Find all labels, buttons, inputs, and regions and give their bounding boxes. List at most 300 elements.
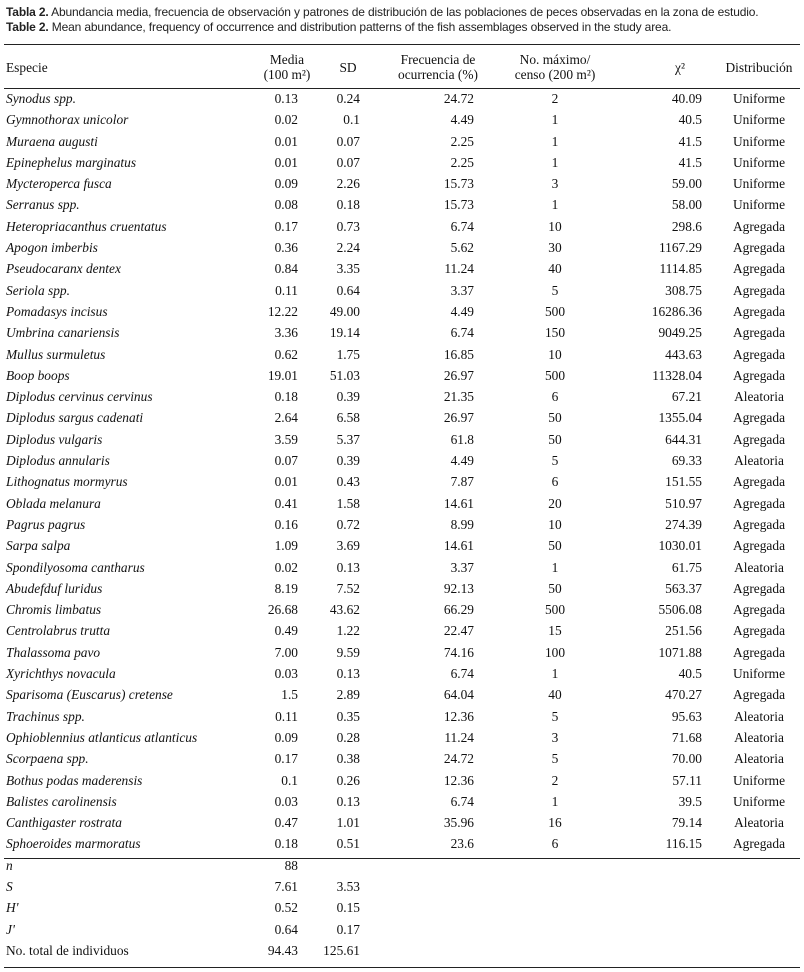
distribution-cell: Agregada [732,602,786,618]
table-row [0,301,804,322]
table-row [0,684,804,705]
frequency-cell: 14.61 [443,495,474,511]
distribution-cell: Uniforme [732,91,786,106]
max-census-cell: 1 [551,133,559,149]
table-row [0,194,804,215]
summary-mean: 0.64 [274,921,298,937]
sd-cell: 0.73 [336,218,360,234]
mean-cell: 19.01 [267,367,298,383]
distribution-cell: Uniforme [732,772,786,788]
species-cell: Synodus spp. [6,91,76,106]
empty-cell [494,897,616,918]
distribution-cell: Agregada [732,431,786,447]
distribution-cell: Uniforme [732,112,786,128]
frequency-cell: 15.73 [443,176,474,192]
sd-cell: 5.37 [336,431,360,447]
table-row [0,770,804,791]
distribution-cell: Agregada [732,325,786,341]
distribution-cell: Agregada [732,644,786,660]
table-row [0,748,804,769]
species-cell: Serranus spp. [6,197,80,213]
empty-cell [368,876,494,897]
table-row [0,280,804,301]
distribution-cell: Uniforme [732,666,786,682]
mean-cell: 3.36 [274,325,298,341]
summary-row [0,940,804,961]
summary-label: J' [6,921,15,937]
distribution-cell: Agregada [732,516,786,532]
summary-row [0,897,804,918]
distribution-cell: Aleatoria [734,751,784,767]
table-row [0,450,804,471]
species-cell: Diplodus cervinus cervinus [6,389,153,405]
max-census-cell: 5 [551,453,559,469]
empty-cell [616,876,714,897]
frequency-cell: 3.37 [450,559,474,575]
max-census-cell: 500 [544,367,566,383]
summary-mean: 0.52 [274,900,298,916]
species-cell: Pomadasys incisus [6,303,108,319]
sd-cell: 2.26 [336,176,360,192]
species-cell: Abudefduf luridus [6,580,103,596]
frequency-cell: 6.74 [450,793,474,809]
distribution-cell: Aleatoria [734,815,784,831]
sd-cell: 0.24 [336,91,360,106]
sd-cell: 19.14 [329,325,360,341]
summary-rows [0,855,804,961]
max-census-cell: 6 [551,389,559,405]
species-cell: Bothus podas maderensis [6,772,143,788]
chi-square-cell: 61.75 [671,559,702,575]
table-row [0,642,804,663]
species-cell: Boop boops [6,367,70,383]
max-census-cell: 5 [551,282,559,298]
max-census-cell: 30 [548,240,562,256]
distribution-cell: Agregada [732,623,786,639]
chi-square-cell: 1114.85 [659,261,702,277]
frequency-cell: 4.49 [450,453,474,469]
chi-square-cell: 58.00 [671,197,702,213]
table-row [0,471,804,492]
mean-cell: 0.03 [274,793,298,809]
frequency-cell: 66.29 [443,602,474,618]
header-species: Especie [6,59,48,75]
table-row [0,812,804,833]
summary-row [0,876,804,897]
table-row [0,493,804,514]
species-cell: Mycteroperca fusca [6,176,112,192]
chi-square-cell: 40.5 [678,112,702,128]
species-cell: Thalassoma pavo [6,644,101,660]
distribution-cell: Agregada [732,261,786,277]
caption-english [6,20,798,35]
max-census-cell: 3 [551,729,559,745]
empty-cell [494,940,616,961]
chi-square-cell: 95.63 [671,708,702,724]
caption-spanish-text: Abundancia media, frecuencia de observación y patrones de distribución de las poblaciones de peces observadas en la zona de estudio. [48,5,759,19]
max-census-cell: 100 [544,644,566,660]
mean-cell: 0.47 [274,815,298,831]
table-row [0,322,804,343]
distribution-cell: Uniforme [732,133,786,149]
chi-square-cell: 1355.04 [658,410,702,426]
sd-cell: 43.62 [329,602,360,618]
mean-cell: 0.03 [274,666,298,682]
species-cell: Trachinus spp. [6,708,85,724]
mean-cell: 0.18 [274,389,298,405]
table-row [0,620,804,641]
species-cell: Gymnothorax unicolor [6,112,129,128]
bottom-rule [4,967,800,968]
summary-row [0,855,804,876]
table-row [0,173,804,194]
mean-cell: 0.01 [274,474,298,490]
species-cell: Sparisoma (Euscarus) cretense [6,687,173,703]
species-cell: Diplodus vulgaris [6,431,103,447]
max-census-cell: 1 [551,559,559,575]
species-cell: Pseudocaranx dentex [6,261,121,277]
frequency-cell: 6.74 [450,666,474,682]
chi-square-cell: 5506.08 [658,602,702,618]
max-census-cell: 40 [548,261,562,277]
max-census-cell: 5 [551,751,559,767]
mean-cell: 0.11 [275,282,298,298]
frequency-cell: 8.99 [450,516,474,532]
header-sd: SD [339,59,357,75]
species-cell: Apogon imberbis [6,240,98,256]
sd-cell: 7.52 [336,580,360,596]
species-cell: Ophioblennius atlanticus atlanticus [6,729,198,745]
distribution-cell: Agregada [732,346,786,362]
distribution-cell: Uniforme [732,793,786,809]
mean-cell: 0.18 [274,836,298,852]
empty-cell [368,855,494,876]
species-cell: Balistes carolinensis [6,793,117,809]
max-census-cell: 1 [551,112,559,128]
table-row [0,535,804,556]
sd-cell: 51.03 [329,367,360,383]
species-cell: Sarpa salpa [6,538,71,554]
species-cell: Chromis limbatus [6,602,102,618]
max-census-cell: 6 [551,474,559,490]
chi-square-cell: 67.21 [671,389,702,405]
frequency-cell: 61.8 [450,431,474,447]
table-row [0,407,804,428]
frequency-cell: 6.74 [450,218,474,234]
chi-square-cell: 308.75 [665,282,702,298]
max-census-cell: 6 [551,836,559,852]
species-cell: Oblada melanura [6,495,101,511]
table-row [0,152,804,173]
mean-cell: 0.09 [274,729,298,745]
mean-cell: 0.02 [274,112,298,128]
summary-row [0,919,804,940]
mean-cell: 2.64 [274,410,298,426]
header-frequency [368,46,494,88]
summary-sd: 0.17 [336,921,360,937]
table-row [0,791,804,812]
sd-cell: 1.01 [336,815,360,831]
sd-cell: 0.28 [336,729,360,745]
table-row [0,131,804,152]
max-census-cell: 1 [551,154,559,170]
sd-cell: 49.00 [329,303,360,319]
empty-cell [368,897,494,918]
chi-square-cell: 274.39 [665,516,702,532]
summary-mean: 88 [284,857,298,873]
summary-label: n [6,857,13,873]
distribution-cell: Aleatoria [734,729,784,745]
distribution-cell: Uniforme [732,154,786,170]
distribution-cell: Agregada [732,282,786,298]
max-census-cell: 50 [548,410,562,426]
frequency-cell: 35.96 [443,815,474,831]
distribution-cell: Agregada [732,538,786,554]
summary-sd [312,855,368,876]
mean-cell: 26.68 [267,602,298,618]
table-row [0,578,804,599]
species-cell: Pagrus pagrus [6,516,86,532]
max-census-cell: 150 [544,325,566,341]
frequency-cell: 21.35 [443,389,474,405]
mean-cell: 0.11 [275,708,298,724]
sd-cell: 6.58 [336,410,360,426]
chi-square-cell: 79.14 [671,815,702,831]
frequency-cell: 12.36 [443,772,474,788]
empty-cell [714,940,804,961]
distribution-cell: Uniforme [732,176,786,192]
frequency-cell: 26.97 [443,410,474,426]
empty-cell [616,855,714,876]
chi-square-cell: 644.31 [665,431,702,447]
distribution-cell: Agregada [732,303,786,319]
distribution-cell: Agregada [732,580,786,596]
frequency-cell: 11.24 [444,729,474,745]
max-census-cell: 10 [548,218,562,234]
table-row [0,88,804,109]
species-cell: Muraena augusti [6,133,98,149]
max-census-cell: 40 [548,687,562,703]
chi-square-cell: 116.15 [665,836,702,852]
species-rows [0,88,804,855]
max-census-cell: 10 [548,516,562,532]
top-rule [4,44,800,45]
species-cell: Heteropriacanthus cruentatus [6,218,167,234]
chi-square-cell: 70.00 [671,751,702,767]
distribution-cell: Aleatoria [734,453,784,469]
max-census-cell: 1 [551,197,559,213]
frequency-cell: 3.37 [450,282,474,298]
max-census-cell: 50 [548,538,562,554]
max-census-cell: 2 [551,772,559,788]
chi-square-cell: 1071.88 [658,644,702,660]
header-frequency-line1: Frecuencia de [400,52,476,67]
frequency-cell: 4.49 [450,303,474,319]
chi-square-cell: 563.37 [665,580,702,596]
frequency-cell: 11.24 [444,261,474,277]
distribution-cell: Agregada [732,367,786,383]
max-census-cell: 500 [544,602,566,618]
table-row [0,663,804,684]
distribution-cell: Agregada [732,218,786,234]
chi-square-cell: 41.5 [678,133,702,149]
sd-cell: 0.07 [336,154,360,170]
chi-square-cell: 151.55 [665,474,702,490]
table-row [0,429,804,450]
chi-square-cell: 251.56 [665,623,702,639]
mean-cell: 0.08 [274,197,298,213]
summary-sd: 0.15 [336,900,360,916]
empty-cell [714,855,804,876]
max-census-cell: 10 [548,346,562,362]
species-cell: Spondilyosoma cantharus [6,559,145,575]
chi-square-cell: 16286.36 [651,303,702,319]
sd-cell: 1.75 [336,346,360,362]
table-row [0,237,804,258]
header-mean [232,46,312,88]
fish-table [0,46,804,961]
max-census-cell: 15 [548,623,562,639]
table-row [0,365,804,386]
max-census-cell: 50 [548,431,562,447]
chi-square-cell: 69.33 [671,453,702,469]
distribution-cell: Aleatoria [734,708,784,724]
max-census-cell: 20 [548,495,562,511]
table-row [0,599,804,620]
empty-cell [714,876,804,897]
summary-mean: 7.61 [274,878,298,894]
chi-square-cell: 40.5 [678,666,702,682]
species-cell: Scorpaena spp. [6,751,89,767]
frequency-cell: 74.16 [443,644,474,660]
distribution-cell: Agregada [732,240,786,256]
frequency-cell: 22.47 [443,623,474,639]
max-census-cell: 2 [551,91,559,106]
mean-cell: 0.17 [274,218,298,234]
distribution-cell: Aleatoria [734,559,784,575]
max-census-cell: 1 [551,793,559,809]
summary-sd: 3.53 [336,878,360,894]
header-max-line1: No. máximo/ [519,52,591,67]
table-row [0,706,804,727]
mean-cell: 3.59 [274,431,298,447]
caption-spanish-label: Tabla 2. [6,5,49,19]
chi-square-cell: 40.09 [671,91,702,106]
sd-cell: 0.43 [336,474,360,490]
species-cell: Xyrichthys novacula [6,666,116,682]
frequency-cell: 26.97 [443,367,474,383]
chi-square-cell: 1030.01 [658,538,702,554]
sd-cell: 0.26 [336,772,360,788]
chi-square-cell: 470.27 [665,687,702,703]
sd-cell: 0.13 [336,793,360,809]
table-row [0,514,804,535]
max-census-cell: 50 [548,580,562,596]
table-row [0,557,804,578]
empty-cell [616,919,714,940]
max-census-cell: 16 [548,815,562,831]
table-row [0,216,804,237]
mean-cell: 0.13 [274,91,298,106]
mean-cell: 0.17 [274,751,298,767]
chi-square-cell: 443.63 [665,346,702,362]
empty-cell [714,897,804,918]
distribution-cell: Agregada [732,495,786,511]
header-distribution: Distribución [725,59,793,75]
frequency-cell: 23.6 [450,836,474,852]
sd-cell: 3.35 [336,261,360,277]
frequency-cell: 16.85 [443,346,474,362]
frequency-cell: 2.25 [450,154,474,170]
distribution-cell: Agregada [732,836,786,852]
table-row [0,727,804,748]
caption-spanish [6,5,798,20]
distribution-cell: Agregada [732,410,786,426]
sd-cell: 0.35 [336,708,360,724]
summary-mean: 94.43 [267,942,298,958]
empty-cell [714,919,804,940]
chi-square-cell: 39.5 [678,793,702,809]
sd-cell: 0.39 [336,389,360,405]
frequency-cell: 64.04 [443,687,474,703]
mean-cell: 1.09 [274,538,298,554]
chi-square-cell: 57.11 [672,772,702,788]
species-cell: Umbrina canariensis [6,325,120,341]
sd-cell: 0.38 [336,751,360,767]
mean-cell: 12.22 [267,303,298,319]
table-row [0,109,804,130]
empty-cell [616,940,714,961]
species-cell: Seriola spp. [6,282,70,298]
sd-cell: 0.18 [336,197,360,213]
species-cell: Mullus surmuletus [6,346,106,362]
distribution-cell: Agregada [732,474,786,490]
sd-cell: 0.1 [343,112,360,128]
species-cell: Diplodus sargus cadenati [6,410,144,426]
frequency-cell: 5.62 [450,240,474,256]
max-census-cell: 500 [544,303,566,319]
mean-cell: 0.41 [274,495,298,511]
frequency-cell: 24.72 [443,91,474,106]
frequency-cell: 92.13 [443,580,474,596]
sd-cell: 0.13 [336,559,360,575]
table-caption [6,5,798,35]
header-max-line2: censo (200 m²) [514,67,596,82]
header-max-census [494,46,616,88]
caption-english-text: Mean abundance, frequency of occurrence and distribution patterns of the fish assemblages observed in the study area. [48,20,672,34]
summary-label: H' [6,900,19,916]
summary-sd: 125.61 [323,942,360,958]
caption-english-label: Table 2. [6,20,49,34]
chi-square-cell: 71.68 [671,729,702,745]
table-row [0,344,804,365]
max-census-cell: 1 [551,666,559,682]
mean-cell: 0.01 [274,154,298,170]
frequency-cell: 7.87 [450,474,474,490]
frequency-cell: 2.25 [450,133,474,149]
frequency-cell: 24.72 [443,751,474,767]
species-cell: Lithognatus mormyrus [6,474,128,490]
table-header-row [0,46,804,88]
max-census-cell: 3 [551,176,559,192]
mean-cell: 1.5 [281,687,298,703]
header-chi-square: χ² [675,59,685,75]
mean-cell: 0.02 [274,559,298,575]
mean-cell: 0.49 [274,623,298,639]
frequency-cell: 14.61 [443,538,474,554]
sd-cell: 0.64 [336,282,360,298]
mean-cell: 0.1 [281,772,298,788]
